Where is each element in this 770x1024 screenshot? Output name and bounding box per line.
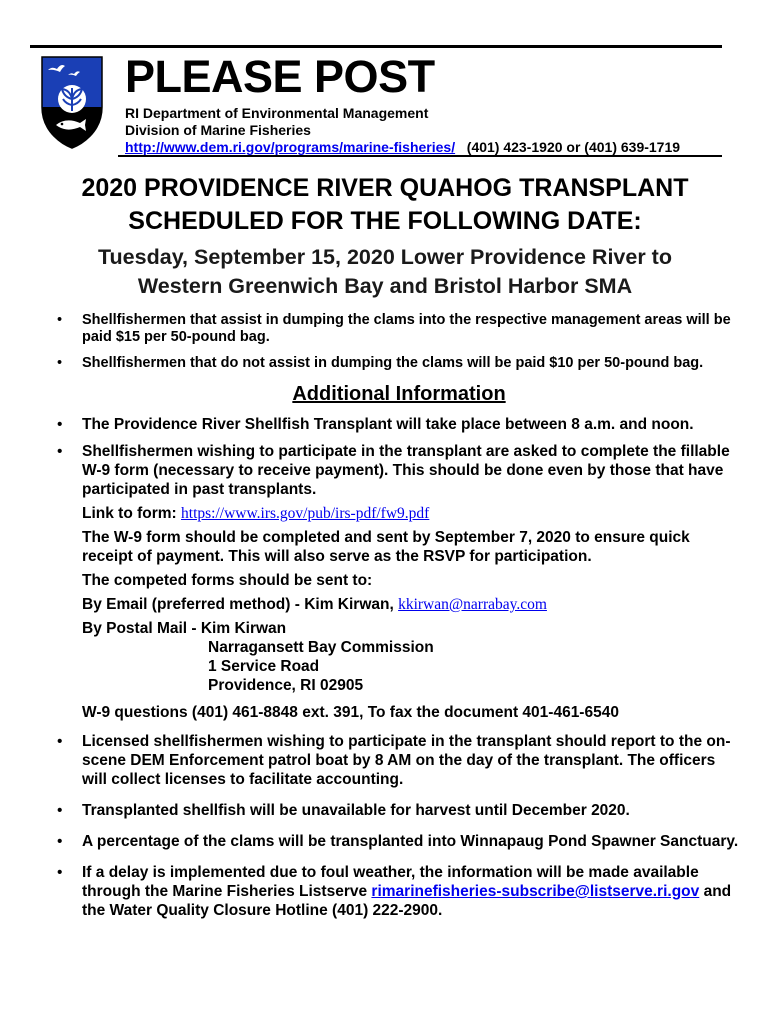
w9-questions: W-9 questions (401) 461-8848 ext. 391, To fax the document 401-461-6540 <box>82 704 619 721</box>
postal-line: Providence, RI 02905 <box>208 677 364 694</box>
department-name: RI Department of Environmental Management <box>125 105 429 121</box>
subhead-line-1: Tuesday, September 15, 2020 Lower Providence River to <box>98 245 672 269</box>
ri-dem-seal-icon <box>40 55 104 150</box>
form-link[interactable]: https://www.irs.gov/pub/irs-pdf/fw9.pdf <box>181 505 430 522</box>
forms-sent-to: The competed forms should be sent to: <box>82 572 373 589</box>
date-location-heading <box>0 243 770 301</box>
notice-body <box>54 312 744 920</box>
list-item: • Shellfishermen that do not assist in dumping the clams will be paid $10 per 50-pound bag. <box>54 355 744 372</box>
email-link[interactable]: kkirwan@narrabay.com <box>398 596 547 613</box>
w9-instructions: Shellfishermen wishing to participate in the transplant are asked to complete the fillable W-9 form (necessary to receive payment). This should be done even by those that have participated in past transplants. <box>82 443 730 498</box>
headline-line-2: SCHEDULED FOR THE FOLLOWING DATE: <box>128 207 642 235</box>
list-item: • A percentage of the clams will be transplanted into Winnapaug Pond Spawner Sanctuary. <box>54 832 744 851</box>
contact-line <box>125 139 680 156</box>
postal-line: 1 Service Road <box>208 658 320 675</box>
list-item <box>54 442 744 722</box>
list-item: • The Providence River Shellfish Transplant will take place between 8 a.m. and noon. <box>54 415 744 434</box>
header-rule <box>118 155 722 157</box>
w9-details <box>82 504 744 722</box>
list-item: • Transplanted shellfish will be unavailable for harvest until December 2020. <box>54 801 744 820</box>
info-list <box>54 415 744 920</box>
section-title: Additional Information <box>292 383 506 405</box>
email-label: By Email (preferred method) - Kim Kirwan, <box>82 596 394 613</box>
listserve-link[interactable]: rimarinefisheries-subscribe@listserve.ri.gov <box>371 883 700 900</box>
headline-line-1: 2020 PROVIDENCE RIVER QUAHOG TRANSPLANT <box>81 174 689 202</box>
email-line <box>82 595 744 614</box>
hotline-text: and the Water Quality Closure Hotline (401) 222-2900. <box>82 883 732 919</box>
list-item <box>54 863 744 920</box>
top-rule <box>30 45 722 48</box>
list-item: • Licensed shellfishermen wishing to participate in the transplant should report to the on-scene DEM Enforcement patrol boat by 8 AM on the day of the transplant. The officers will collect licenses to facilitate accounting. <box>54 732 744 789</box>
phone-numbers: (401) 423-1920 or (401) 639-1719 <box>466 139 681 155</box>
page-title: PLEASE POST <box>125 51 435 102</box>
agency-block <box>125 105 680 156</box>
payment-list <box>54 312 744 372</box>
postal-line: Narragansett Bay Commission <box>208 639 434 656</box>
form-link-line <box>82 504 744 523</box>
form-link-label: Link to form: <box>82 505 177 522</box>
delay-text: If a delay is implemented due to foul weather, the information will be made available through the Marine Fisheries Listserve <box>82 864 699 900</box>
headline <box>0 172 770 238</box>
list-item: • Shellfishermen that assist in dumping the clams into the respective management areas will be paid $15 per 50-pound bag. <box>54 312 744 346</box>
website-link[interactable]: http://www.dem.ri.gov/programs/marine-fisheries/ <box>125 139 456 155</box>
postal-label: By Postal Mail - Kim Kirwan <box>82 620 287 637</box>
subhead-line-2: Western Greenwich Bay and Bristol Harbor SMA <box>137 274 633 298</box>
w9-deadline: The W-9 form should be completed and sent by September 7, 2020 to ensure quick receipt of payment. This will also serve as the RSVP for participation. <box>82 529 690 565</box>
division-name: Division of Marine Fisheries <box>125 122 311 138</box>
